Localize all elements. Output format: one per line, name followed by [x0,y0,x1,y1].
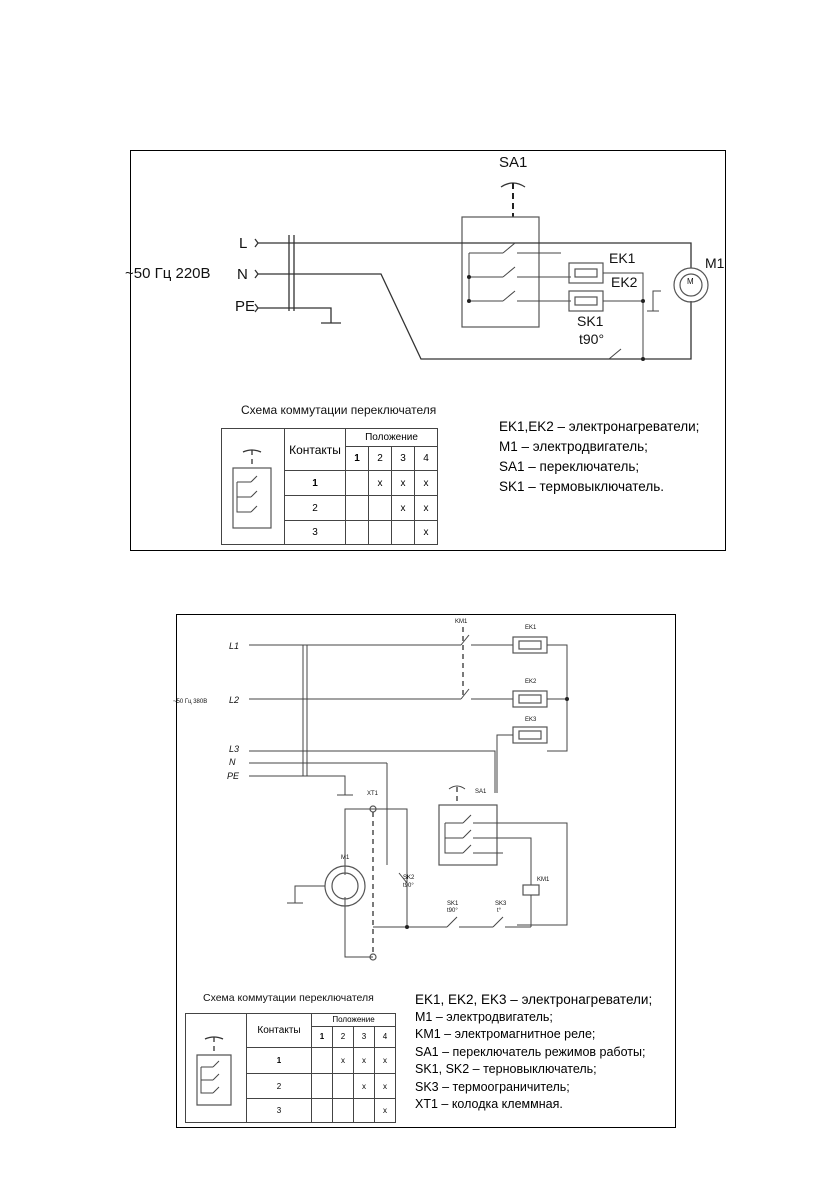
heater-label-ek2: EK2 [525,679,537,685]
position-3: 3 [354,1026,375,1047]
legend-item: SK1 – термовыключатель. [499,479,664,494]
legend [415,991,673,1114]
line-label-n: N [237,266,248,283]
contactor-label: KM1 [455,619,468,625]
table-row: 2 x x [186,1073,396,1099]
switch-label: SA1 [475,789,487,795]
legend-item: SA1 – переключатель; [499,459,640,474]
col-position: Положение [312,1014,396,1027]
contactor-contact [461,635,469,645]
table-row: 3 x [222,521,438,545]
thermo-temp: t90° [579,331,605,347]
line-label-n: N [229,757,236,767]
schematic-220v [125,150,726,551]
contact-1 [503,243,515,253]
arrow-icon [255,270,258,278]
switch-symbol-icon [223,430,281,540]
contact-2 [463,830,471,838]
table-title: Схема коммутации переключателя [203,992,374,1004]
contact-3 [463,845,471,853]
line-label-l1: L1 [229,641,240,651]
switching-table [185,1013,396,1123]
arrow-icon [255,239,258,247]
coil-label: KM1 [537,877,550,883]
ground-icon [647,291,661,311]
heater-label-ek1: EK1 [525,625,537,631]
table-row: 1 x x x [186,1048,396,1074]
switch-symbol [186,1014,247,1123]
contactor-contact [461,689,469,699]
legend-item: SK1, SK2 – терновыключатель; [415,1062,597,1076]
line-label-l2: L2 [229,695,240,705]
position-4: 4 [375,1026,396,1047]
supply-label: ~50 Гц 220В [125,265,211,282]
heater-label-ek3: EK3 [525,717,537,723]
position-1: 1 [346,447,369,471]
legend [499,417,699,497]
table-title: Схема коммутации переключателя [241,403,437,417]
heater-label-ek1: EK1 [609,250,636,266]
heater-ek2 [513,691,547,707]
switch-symbol [222,429,285,545]
col-contacts: Контакты [285,429,346,471]
thermo2-label: SK2 [403,875,415,881]
line-label-l3: L3 [229,744,240,754]
relay-coil [523,885,539,895]
position-1: 1 [312,1026,333,1047]
legend-item: M1 – электродвигатель; [499,439,648,454]
switching-table [221,428,438,545]
position-2: 2 [369,447,392,471]
thermo1-contact [447,917,457,927]
table-row: 3 x [186,1099,396,1123]
line-label-l: L [239,235,248,252]
thermo-label: SK1 [577,313,604,329]
col-position: Положение [346,429,438,447]
thermo1-temp: t90° [447,908,458,914]
contact-2 [503,267,515,277]
table-row: 1 x x x [222,471,438,496]
contact-1 [463,815,471,823]
contact-3 [503,291,515,301]
heater-ek1 [569,263,603,283]
limiter-label: SK3 [495,901,507,907]
ground-icon [287,886,325,903]
supply-label: ~50 Гц 380В [173,699,208,705]
legend-item: SA1 – переключатель режимов работы; [415,1044,646,1059]
switch-enclosure [439,805,497,865]
position-3: 3 [392,447,415,471]
terminal-label: XT1 [367,791,379,797]
svg-text:M: M [687,277,694,286]
legend-item: KM1 – электромагнитное реле; [415,1027,596,1041]
motor-label: M1 [341,855,350,861]
heater-ek2 [569,291,603,311]
thermo2-temp: t90° [403,883,414,889]
heater-ek3 [513,727,547,743]
legend-item: M1 – электродвигатель; [415,1009,553,1024]
limiter-temp: t° [497,908,502,914]
heater-ek1 [513,637,547,653]
line-label-pe: PE [235,298,256,315]
table-row: 2 x x [222,496,438,521]
wire-pe [249,776,353,795]
motor-label: M1 [705,255,725,271]
thermo1-label: SK1 [447,901,459,907]
switch-enclosure [462,217,539,327]
position-2: 2 [333,1026,354,1047]
legend-item: EK1,EK2 – электронагреватели; [499,419,700,434]
limiter-contact [493,917,503,927]
legend-item: XT1 – колодка клеммная. [415,1097,563,1111]
schematic-380v [173,614,676,1128]
line-label-pe: PE [227,771,240,781]
legend-item: SK3 – термоограничитель; [415,1079,570,1094]
legend-item: EK1, EK2, EK3 – электронагреватели; [415,992,653,1007]
thermo-contact [609,349,621,359]
switch-symbol-icon [187,1015,243,1119]
heater-label-ek2: EK2 [611,274,638,290]
arrow-icon [255,304,258,312]
switch-label: SA1 [499,154,528,171]
position-4: 4 [415,447,438,471]
col-contacts: Контакты [247,1014,312,1048]
wire-l3 [249,751,495,793]
